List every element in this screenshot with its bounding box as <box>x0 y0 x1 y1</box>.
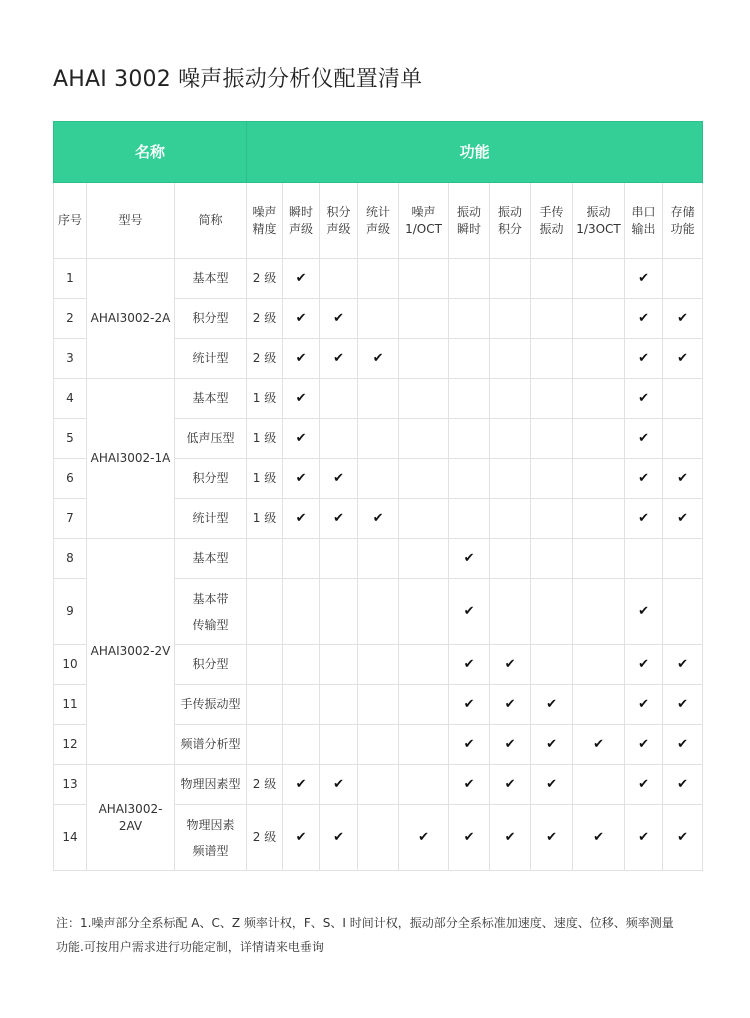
row-short-name: 积分型 <box>175 299 247 339</box>
col-storage: 存储 功能 <box>663 183 703 259</box>
check-icon: ✔ <box>546 737 557 752</box>
feature-cell <box>358 579 399 645</box>
feature-cell <box>663 805 703 871</box>
feature-cell <box>283 499 320 539</box>
feature-cell <box>625 805 663 871</box>
check-icon: ✔ <box>333 511 344 526</box>
check-icon: ✔ <box>463 737 475 752</box>
feature-cell <box>490 805 531 871</box>
feature-cell <box>358 419 399 459</box>
check-icon: ✔ <box>638 471 649 486</box>
col-hand-vib: 手传 振动 <box>531 183 573 259</box>
feature-cell <box>531 459 573 499</box>
feature-cell <box>320 765 358 805</box>
feature-cell <box>573 645 625 685</box>
feature-cell <box>358 725 399 765</box>
table-row <box>54 379 703 419</box>
feature-cell <box>625 539 663 579</box>
row-seq: 3 <box>54 339 87 379</box>
check-icon: ✔ <box>418 830 429 845</box>
check-icon: ✔ <box>546 697 557 712</box>
feature-cell <box>490 765 531 805</box>
feature-cell <box>358 499 399 539</box>
feature-cell <box>358 299 399 339</box>
check-icon: ✔ <box>333 830 344 845</box>
feature-cell <box>283 685 320 725</box>
row-model: AHAI3002-2A <box>87 259 175 379</box>
feature-cell <box>573 579 625 645</box>
feature-cell <box>573 299 625 339</box>
feature-cell <box>663 339 703 379</box>
row-grade <box>247 645 283 685</box>
row-grade: 1 级 <box>247 379 283 419</box>
feature-cell <box>490 379 531 419</box>
feature-cell <box>490 339 531 379</box>
feature-cell <box>490 459 531 499</box>
feature-cell <box>358 379 399 419</box>
row-short-name: 频谱分析型 <box>175 725 247 765</box>
footnote <box>56 911 706 959</box>
feature-cell <box>399 459 449 499</box>
feature-cell <box>625 499 663 539</box>
feature-cell <box>358 685 399 725</box>
feature-cell <box>283 339 320 379</box>
row-seq: 7 <box>54 499 87 539</box>
check-icon: ✔ <box>295 311 307 326</box>
feature-cell <box>531 419 573 459</box>
feature-cell <box>449 685 490 725</box>
check-icon: ✔ <box>546 830 557 845</box>
col-short: 简称 <box>175 183 247 259</box>
feature-cell <box>663 259 703 299</box>
feature-cell <box>490 645 531 685</box>
check-icon: ✔ <box>295 471 307 486</box>
check-icon: ✔ <box>463 604 475 619</box>
feature-cell <box>490 259 531 299</box>
feature-cell <box>399 579 449 645</box>
check-icon: ✔ <box>295 391 307 406</box>
check-icon: ✔ <box>638 391 649 406</box>
feature-cell <box>663 685 703 725</box>
row-seq: 10 <box>54 645 87 685</box>
row-grade: 2 级 <box>247 339 283 379</box>
row-grade <box>247 539 283 579</box>
check-icon: ✔ <box>504 830 516 845</box>
feature-cell <box>663 499 703 539</box>
check-icon: ✔ <box>677 697 689 712</box>
feature-cell <box>320 299 358 339</box>
feature-cell <box>283 805 320 871</box>
row-grade: 2 级 <box>247 765 283 805</box>
check-icon: ✔ <box>677 351 689 366</box>
row-short-name: 物理因素 频谱型 <box>175 805 247 871</box>
feature-cell <box>399 339 449 379</box>
col-integral-spl: 积分 声级 <box>320 183 358 259</box>
feature-cell <box>663 765 703 805</box>
col-model: 型号 <box>87 183 175 259</box>
feature-cell <box>531 339 573 379</box>
check-icon: ✔ <box>638 311 649 326</box>
row-short-name: 统计型 <box>175 339 247 379</box>
row-grade: 1 级 <box>247 499 283 539</box>
feature-cell <box>625 685 663 725</box>
feature-cell <box>320 685 358 725</box>
row-seq: 13 <box>54 765 87 805</box>
feature-cell <box>625 645 663 685</box>
header-name-group: 名称 <box>54 122 247 183</box>
feature-cell <box>490 725 531 765</box>
col-vib-integral: 振动 积分 <box>490 183 531 259</box>
check-icon: ✔ <box>638 697 649 712</box>
feature-cell <box>449 379 490 419</box>
check-icon: ✔ <box>677 737 689 752</box>
row-grade: 1 级 <box>247 459 283 499</box>
feature-cell <box>625 765 663 805</box>
feature-cell <box>573 459 625 499</box>
feature-cell <box>490 419 531 459</box>
feature-cell <box>449 645 490 685</box>
feature-cell <box>399 685 449 725</box>
header-function-group: 功能 <box>247 122 703 183</box>
check-icon: ✔ <box>295 431 307 446</box>
row-seq: 11 <box>54 685 87 725</box>
row-seq: 5 <box>54 419 87 459</box>
feature-cell <box>358 645 399 685</box>
check-icon: ✔ <box>677 311 689 326</box>
feature-cell <box>531 765 573 805</box>
feature-cell <box>531 579 573 645</box>
row-seq: 14 <box>54 805 87 871</box>
feature-cell <box>283 299 320 339</box>
check-icon: ✔ <box>463 551 475 566</box>
check-icon: ✔ <box>295 830 307 845</box>
feature-cell <box>449 299 490 339</box>
feature-cell <box>283 645 320 685</box>
check-icon: ✔ <box>638 777 649 792</box>
feature-cell <box>449 259 490 299</box>
check-icon: ✔ <box>295 351 307 366</box>
feature-cell <box>320 459 358 499</box>
feature-cell <box>573 259 625 299</box>
row-seq: 8 <box>54 539 87 579</box>
feature-cell <box>399 259 449 299</box>
feature-cell <box>283 419 320 459</box>
feature-cell <box>625 299 663 339</box>
feature-cell <box>449 765 490 805</box>
row-short-name: 物理因素型 <box>175 765 247 805</box>
check-icon: ✔ <box>295 777 307 792</box>
row-grade <box>247 725 283 765</box>
row-short-name: 基本型 <box>175 379 247 419</box>
feature-cell <box>573 339 625 379</box>
check-icon: ✔ <box>504 697 516 712</box>
column-header-row <box>54 183 703 259</box>
feature-cell <box>283 459 320 499</box>
feature-cell <box>663 539 703 579</box>
feature-cell <box>490 299 531 339</box>
row-seq: 9 <box>54 579 87 645</box>
check-icon: ✔ <box>333 351 344 366</box>
col-stat-spl: 统计 声级 <box>358 183 399 259</box>
feature-cell <box>663 459 703 499</box>
feature-cell <box>449 539 490 579</box>
feature-cell <box>399 379 449 419</box>
feature-cell <box>531 685 573 725</box>
feature-cell <box>573 805 625 871</box>
check-icon: ✔ <box>677 511 689 526</box>
check-icon: ✔ <box>295 511 307 526</box>
check-icon: ✔ <box>638 431 649 446</box>
check-icon: ✔ <box>295 271 307 286</box>
check-icon: ✔ <box>463 697 475 712</box>
feature-cell <box>573 685 625 725</box>
feature-cell <box>449 499 490 539</box>
feature-cell <box>320 579 358 645</box>
feature-cell <box>625 459 663 499</box>
row-seq: 2 <box>54 299 87 339</box>
feature-cell <box>358 765 399 805</box>
feature-cell <box>320 805 358 871</box>
feature-cell <box>320 259 358 299</box>
check-icon: ✔ <box>463 777 475 792</box>
feature-cell <box>358 339 399 379</box>
feature-cell <box>283 259 320 299</box>
header-group-row <box>54 122 703 183</box>
feature-cell <box>490 499 531 539</box>
check-icon: ✔ <box>593 737 604 752</box>
feature-cell <box>531 499 573 539</box>
feature-cell <box>663 379 703 419</box>
feature-cell <box>399 645 449 685</box>
row-short-name: 积分型 <box>175 645 247 685</box>
feature-cell <box>283 765 320 805</box>
check-icon: ✔ <box>638 351 649 366</box>
feature-cell <box>573 499 625 539</box>
feature-cell <box>358 459 399 499</box>
feature-cell <box>320 725 358 765</box>
feature-cell <box>283 539 320 579</box>
col-noise-oct: 噪声 1/OCT <box>399 183 449 259</box>
check-icon: ✔ <box>677 777 689 792</box>
check-icon: ✔ <box>677 830 689 845</box>
row-short-name: 统计型 <box>175 499 247 539</box>
row-seq: 6 <box>54 459 87 499</box>
row-short-name: 低声压型 <box>175 419 247 459</box>
check-icon: ✔ <box>677 471 689 486</box>
check-icon: ✔ <box>593 830 604 845</box>
feature-cell <box>531 259 573 299</box>
feature-cell <box>399 499 449 539</box>
feature-cell <box>663 725 703 765</box>
col-instant-spl: 瞬时 声级 <box>283 183 320 259</box>
feature-cell <box>399 765 449 805</box>
row-short-name: 手传振动型 <box>175 685 247 725</box>
row-grade: 2 级 <box>247 259 283 299</box>
feature-cell <box>320 339 358 379</box>
footnote-line: 功能.可按用户需求进行功能定制，详情请来电垂询 <box>56 940 324 954</box>
page-title: AHAI 3002 噪声振动分析仪配置清单 <box>53 67 423 92</box>
row-grade <box>247 579 283 645</box>
feature-cell <box>625 379 663 419</box>
feature-cell <box>573 539 625 579</box>
feature-cell <box>283 579 320 645</box>
check-icon: ✔ <box>372 351 384 366</box>
feature-cell <box>625 419 663 459</box>
feature-cell <box>283 379 320 419</box>
col-noise-precision: 噪声 精度 <box>247 183 283 259</box>
check-icon: ✔ <box>504 737 516 752</box>
check-icon: ✔ <box>504 657 516 672</box>
feature-cell <box>320 379 358 419</box>
check-icon: ✔ <box>638 604 649 619</box>
col-serial-out: 串口 输出 <box>625 183 663 259</box>
footnote-line: 注：1.噪声部分全系标配 A、C、Z 频率计权，F、S、I 时间计权，振动部分全系标准加速度、速度、位移、频率测量 <box>56 916 674 930</box>
feature-cell <box>573 419 625 459</box>
feature-cell <box>490 539 531 579</box>
row-seq: 4 <box>54 379 87 419</box>
check-icon: ✔ <box>638 271 649 286</box>
table-row <box>54 259 703 299</box>
feature-cell <box>663 645 703 685</box>
feature-cell <box>449 725 490 765</box>
feature-cell <box>625 339 663 379</box>
check-icon: ✔ <box>638 511 649 526</box>
feature-cell <box>399 419 449 459</box>
feature-cell <box>625 579 663 645</box>
feature-cell <box>399 805 449 871</box>
row-grade: 1 级 <box>247 419 283 459</box>
feature-cell <box>358 539 399 579</box>
feature-cell <box>449 579 490 645</box>
check-icon: ✔ <box>463 830 475 845</box>
check-icon: ✔ <box>638 737 649 752</box>
feature-cell <box>573 379 625 419</box>
row-grade: 2 级 <box>247 805 283 871</box>
feature-cell <box>283 725 320 765</box>
check-icon: ✔ <box>333 311 344 326</box>
check-icon: ✔ <box>638 830 649 845</box>
feature-cell <box>531 725 573 765</box>
feature-cell <box>449 339 490 379</box>
table-row <box>54 765 703 805</box>
row-short-name: 基本型 <box>175 539 247 579</box>
row-grade: 2 级 <box>247 299 283 339</box>
col-vib-instant: 振动 瞬时 <box>449 183 490 259</box>
feature-cell <box>320 645 358 685</box>
check-icon: ✔ <box>546 777 557 792</box>
feature-cell <box>663 579 703 645</box>
feature-cell <box>320 499 358 539</box>
feature-cell <box>531 299 573 339</box>
row-short-name: 基本带 传输型 <box>175 579 247 645</box>
feature-cell <box>399 725 449 765</box>
feature-cell <box>320 419 358 459</box>
row-seq: 12 <box>54 725 87 765</box>
config-table <box>53 121 703 871</box>
row-short-name: 基本型 <box>175 259 247 299</box>
feature-cell <box>449 419 490 459</box>
check-icon: ✔ <box>638 657 649 672</box>
row-short-name: 积分型 <box>175 459 247 499</box>
feature-cell <box>399 539 449 579</box>
check-icon: ✔ <box>463 657 475 672</box>
check-icon: ✔ <box>333 471 344 486</box>
feature-cell <box>573 725 625 765</box>
feature-cell <box>531 539 573 579</box>
feature-cell <box>449 805 490 871</box>
col-seq: 序号 <box>54 183 87 259</box>
feature-cell <box>663 419 703 459</box>
check-icon: ✔ <box>333 777 344 792</box>
check-icon: ✔ <box>677 657 689 672</box>
feature-cell <box>320 539 358 579</box>
row-model: AHAI3002-2V <box>87 539 175 765</box>
feature-cell <box>531 645 573 685</box>
feature-cell <box>358 259 399 299</box>
feature-cell <box>625 725 663 765</box>
feature-cell <box>573 765 625 805</box>
col-vib-3oct: 振动 1/3OCT <box>573 183 625 259</box>
feature-cell <box>531 805 573 871</box>
feature-cell <box>490 579 531 645</box>
row-model: AHAI3002-1A <box>87 379 175 539</box>
feature-cell <box>625 259 663 299</box>
feature-cell <box>399 299 449 339</box>
table-row <box>54 539 703 579</box>
check-icon: ✔ <box>372 511 384 526</box>
row-model: AHAI3002-2AV <box>87 765 175 871</box>
feature-cell <box>449 459 490 499</box>
feature-cell <box>531 379 573 419</box>
row-grade <box>247 685 283 725</box>
row-seq: 1 <box>54 259 87 299</box>
feature-cell <box>490 685 531 725</box>
feature-cell <box>663 299 703 339</box>
feature-cell <box>358 805 399 871</box>
check-icon: ✔ <box>504 777 516 792</box>
